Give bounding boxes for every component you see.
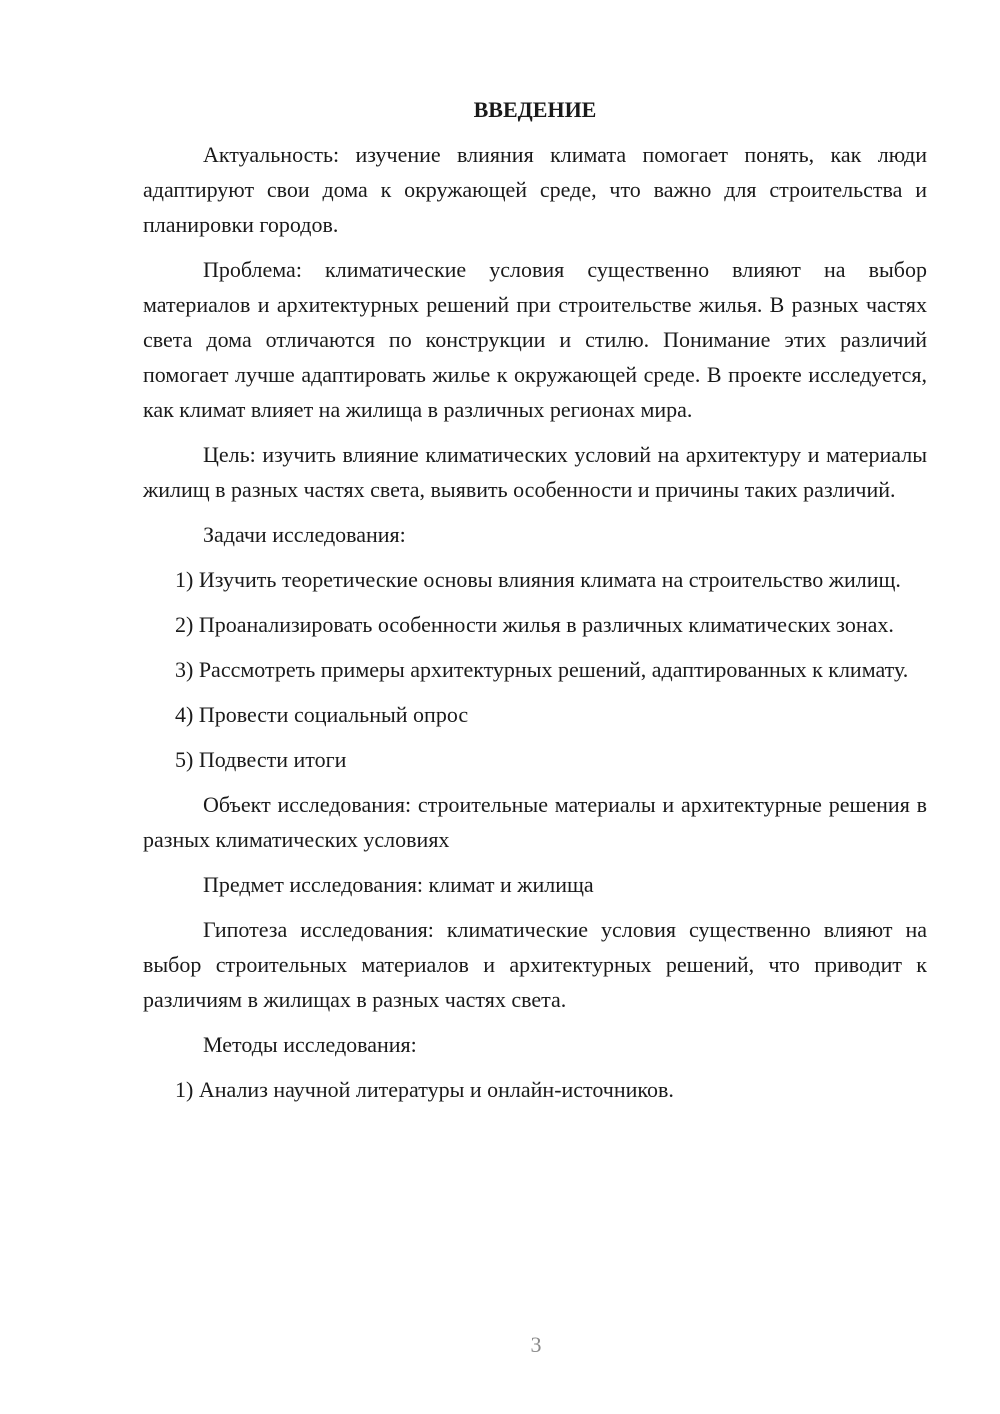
document-page [143, 95, 927, 1117]
list-item: 1) Анализ научной литературы и онлайн-источников. [175, 1077, 674, 1102]
list-item: 3) Рассмотреть примеры архитектурных решений, адаптированных к климату. [175, 657, 909, 682]
paragraph-goal: Цель: изучить влияние климатических условий на архитектуру и материалы жилищ в разных частях света, выявить особенности и причины таких различий. [143, 442, 927, 502]
tasks-heading: Задачи исследования: [203, 522, 406, 547]
paragraph-object: Объект исследования: строительные материалы и архитектурные решения в разных климатических условиях [143, 792, 927, 852]
list-item: 4) Провести социальный опрос [175, 702, 469, 727]
list-item: 1) Изучить теоретические основы влияния климата на строительство жилищ. [175, 567, 901, 592]
page-title: ВВЕДЕНИЕ [473, 97, 597, 122]
list-item: 2) Проанализировать особенности жилья в различных климатических зонах. [175, 612, 894, 637]
list-item: 5) Подвести итоги [175, 747, 347, 772]
paragraph-subject: Предмет исследования: климат и жилища [203, 872, 594, 897]
paragraph-hypothesis: Гипотеза исследования: климатические условия существенно влияют на выбор строительных материалов и архитектурных решений, что приводит к различиям в жилищах в разных частях света. [143, 917, 927, 1012]
paragraph-problem: Проблема: климатические условия существенно влияют на выбор материалов и архитектурных решений при строительстве жилья. В разных частях света дома отличаются по конструкции и стилю. Понимание этих различий помогает лучше адаптировать жилье к окружающей среде. В проекте исследуется, как климат влияет на жилища в различных регионах мира. [143, 257, 927, 422]
paragraph-relevance: Актуальность: изучение влияния климата помогает понять, как люди адаптируют свои дома к окружающей среде, что важно для строительства и планировки городов. [143, 142, 927, 237]
methods-heading: Методы исследования: [203, 1032, 417, 1057]
page-number: 3 [530, 1332, 542, 1357]
